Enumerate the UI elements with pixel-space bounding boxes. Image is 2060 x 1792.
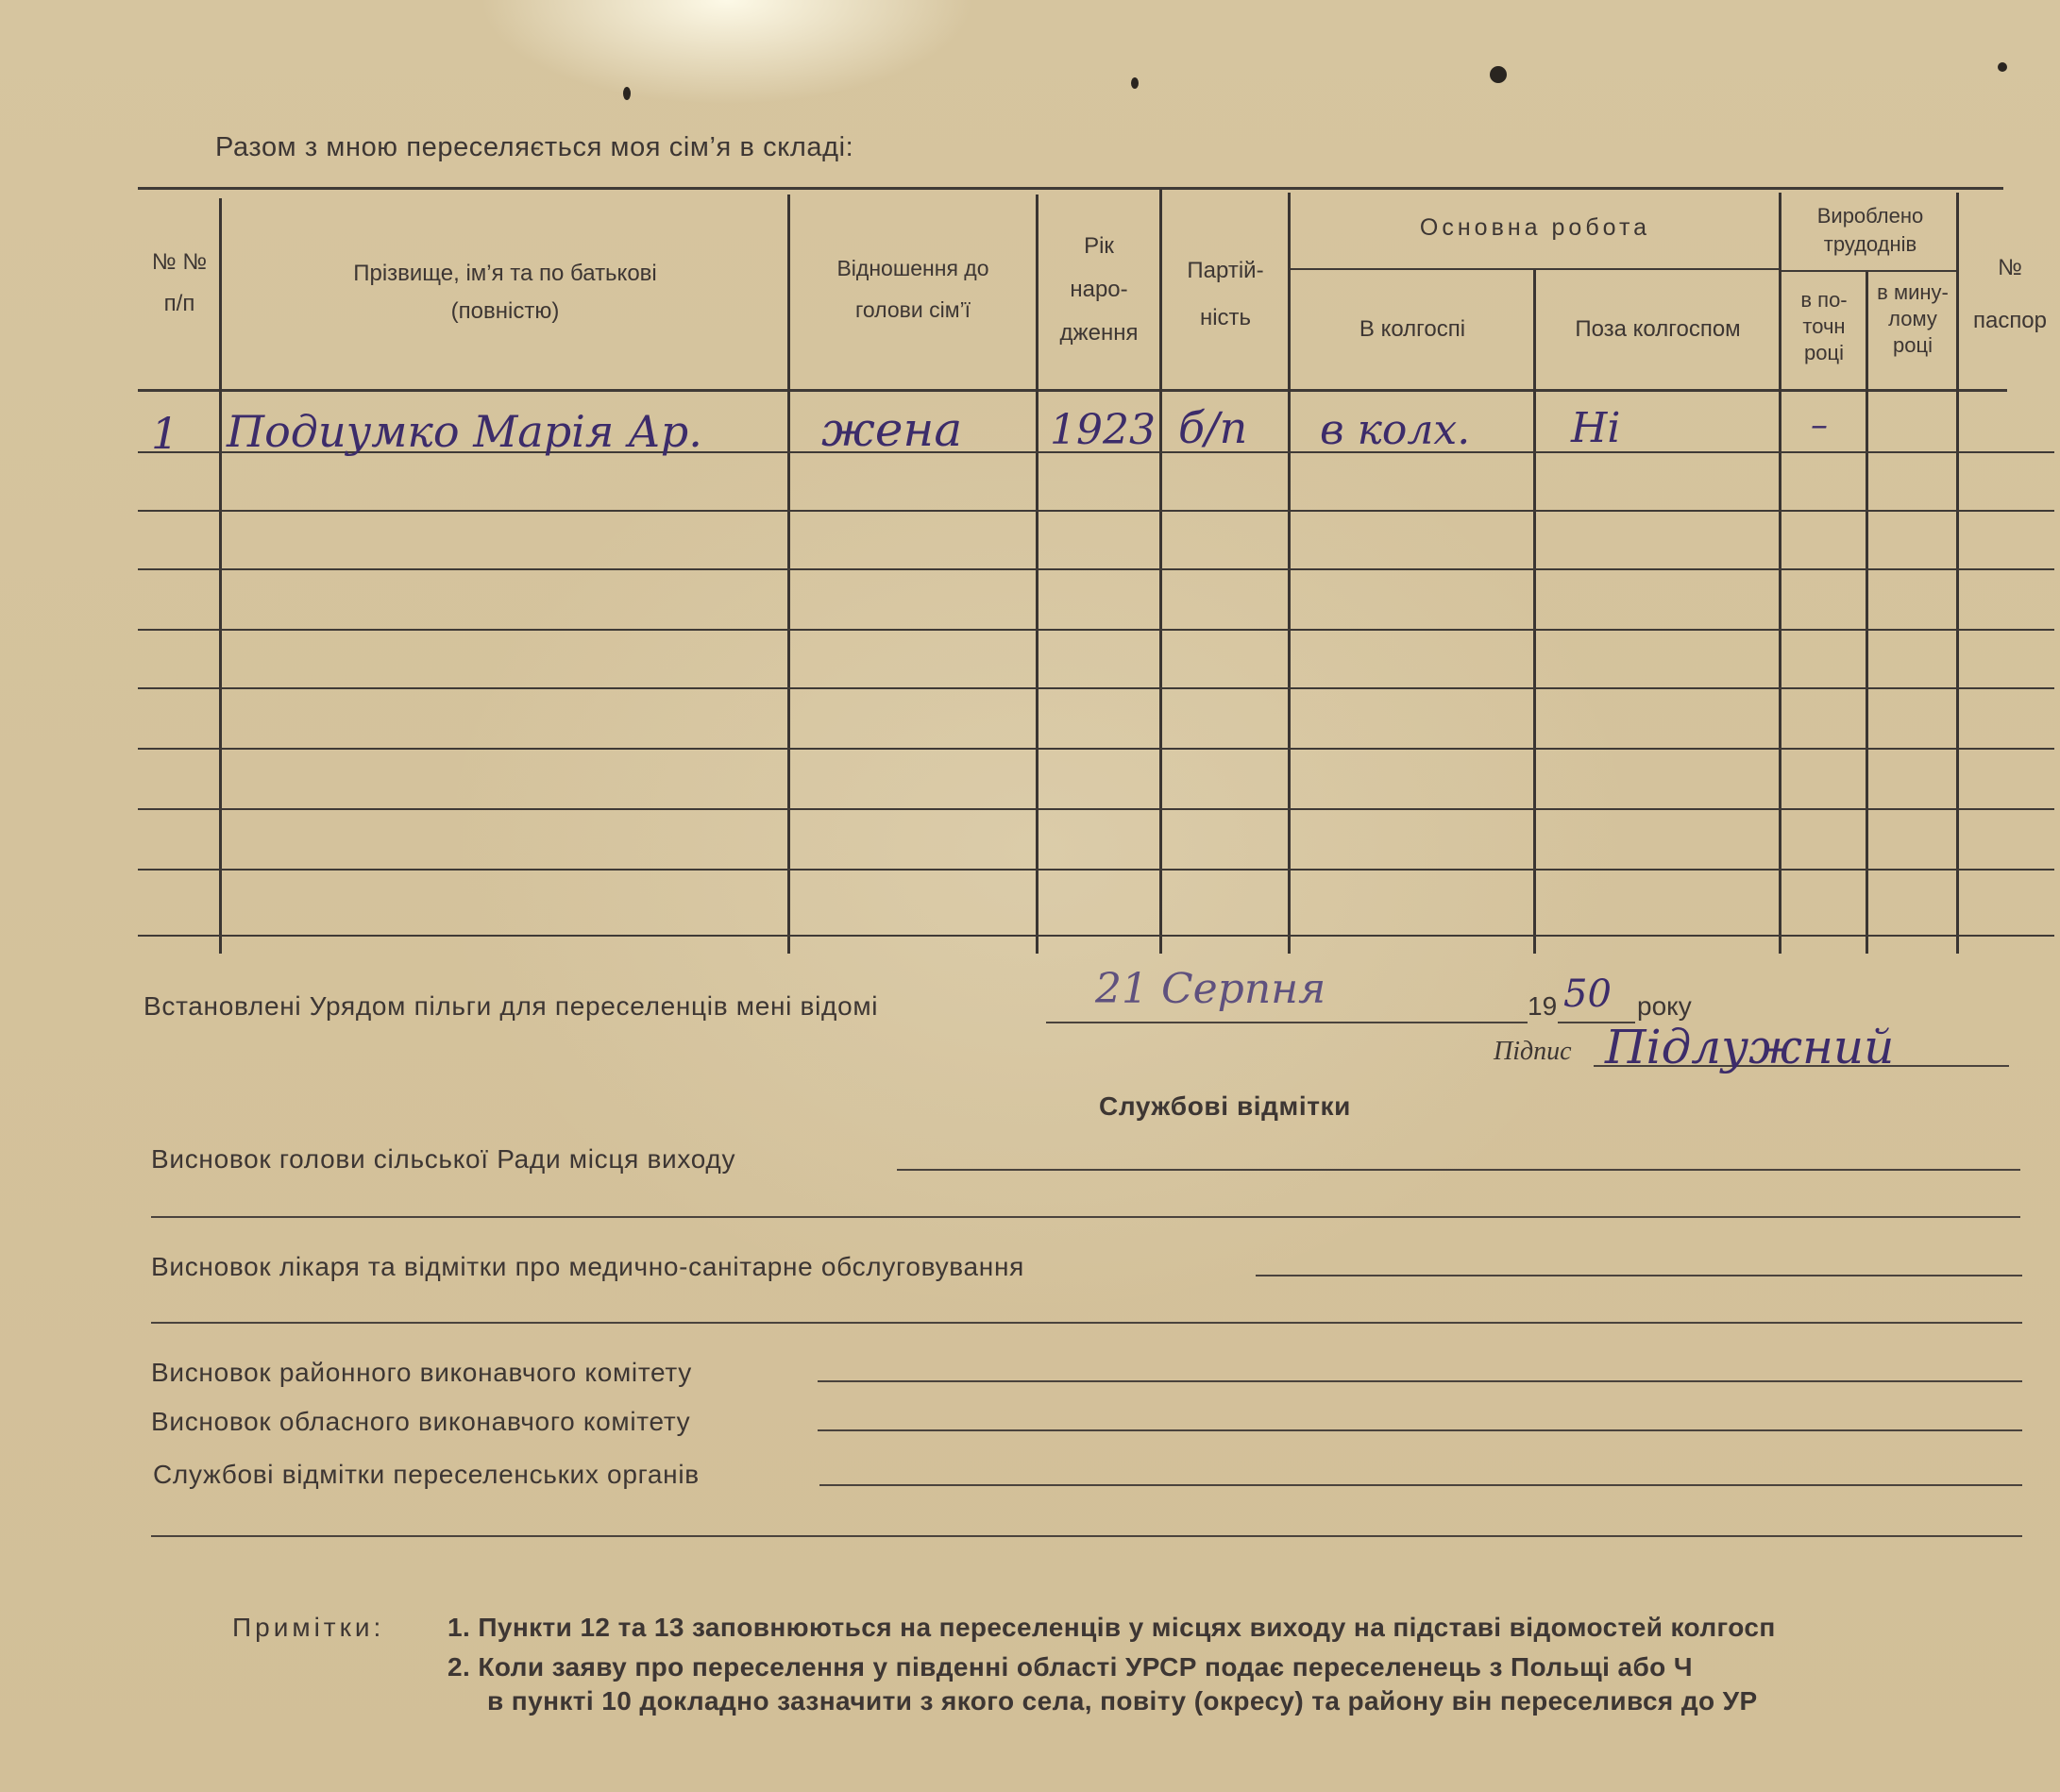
table-header-border xyxy=(138,389,2007,392)
staple-mark xyxy=(1131,77,1139,89)
conclusion-doctor-line xyxy=(1256,1275,2022,1276)
header-last-year xyxy=(1869,279,1956,359)
staple-mark xyxy=(1490,66,1507,83)
conclusion-village-council: Висновок голови сільської Ради місця виходу xyxy=(151,1144,736,1174)
col-divider-7 xyxy=(1779,193,1781,954)
row-line xyxy=(138,510,2054,512)
header-current-year-text: в по-точн році xyxy=(1800,288,1848,364)
benefits-year-handwritten: 50 xyxy=(1563,972,1612,1016)
header-num xyxy=(142,242,217,325)
signature-handwritten: Підлужний xyxy=(1605,1020,1895,1074)
header-outside-kolkhoz-text: Поза колгоспом xyxy=(1575,316,1741,342)
row-party: б/п xyxy=(1178,402,1248,453)
resettlement-marks-line xyxy=(819,1484,2022,1486)
header-birth-year-text: Рік наро-дження xyxy=(1059,233,1139,346)
header-workdays xyxy=(1782,202,1958,259)
col-divider-5 xyxy=(1288,193,1291,954)
row-line xyxy=(138,629,2054,631)
row-relation: жена xyxy=(821,402,963,457)
resettlement-marks-line-2 xyxy=(151,1535,2022,1537)
row-line xyxy=(138,808,2054,810)
header-main-work xyxy=(1292,210,1779,245)
col-divider-3 xyxy=(1036,194,1038,954)
header-in-kolkhoz xyxy=(1292,312,1533,347)
header-party xyxy=(1165,247,1286,342)
header-relation xyxy=(793,247,1033,330)
row-line xyxy=(138,687,2054,689)
row-line xyxy=(138,935,2054,937)
benefits-year-suffix: року xyxy=(1637,991,1692,1021)
header-last-year-text: в мину-лому році xyxy=(1877,280,1949,357)
note-2-continued: в пункті 10 докладно зазначити з якого села, повіту (окресу) та району він переселився до УР xyxy=(487,1686,1758,1716)
resettlement-marks: Службові відмітки переселенських органів xyxy=(153,1460,700,1489)
header-party-text: Партій-ність xyxy=(1187,258,1264,330)
header-workdays-text: Вироблено трудоднів xyxy=(1816,204,1924,256)
conclusion-regional-committee: Висновок обласного виконавчого комітету xyxy=(151,1407,691,1436)
conclusion-district-committee-line xyxy=(818,1380,2022,1382)
benefits-text: Встановлені Урядом пільги для переселенців мені відомі xyxy=(144,991,879,1021)
note-2: 2. Коли заяву про переселення у південні області УРСР подає переселенець з Польщі або Ч xyxy=(447,1652,1693,1682)
family-heading: Разом з мною переселяється моя сім’я в складі: xyxy=(215,132,854,162)
row-line xyxy=(138,869,2054,871)
note-1: 1. Пункти 12 та 13 заповнюються на переселенців у місцях виходу на підставі відомостей колгосп xyxy=(447,1613,1776,1642)
header-main-work-text: Основна робота xyxy=(1419,214,1651,241)
header-outside-kolkhoz xyxy=(1537,312,1779,347)
row-num: 1 xyxy=(151,408,179,459)
benefits-date-line xyxy=(1046,1022,1528,1023)
conclusion-village-council-line xyxy=(897,1169,2020,1171)
col-divider-8 xyxy=(1866,272,1868,954)
header-num-text: № № п/п xyxy=(151,249,208,316)
header-in-kolkhoz-text: В колгоспі xyxy=(1359,316,1466,342)
row-current-year: – xyxy=(1811,406,1828,445)
row-birth-year: 1923 xyxy=(1050,406,1156,454)
header-name xyxy=(227,255,784,330)
conclusion-district-committee: Висновок районного виконавчого комітету xyxy=(151,1358,692,1387)
staple-mark xyxy=(1998,62,2007,72)
row-line xyxy=(138,748,2054,750)
conclusion-regional-committee-line xyxy=(818,1429,2022,1431)
row-line xyxy=(138,568,2054,570)
col-divider-4 xyxy=(1159,189,1162,954)
col-divider-9 xyxy=(1956,193,1959,954)
conclusion-village-council-line-2 xyxy=(151,1216,2020,1218)
benefits-year-prefix: 19 xyxy=(1528,991,1558,1021)
header-name-text: Прізвище, ім’я та по батькові (повністю) xyxy=(353,261,657,324)
staple-mark xyxy=(623,87,631,100)
benefits-date-handwritten: 21 Серпня xyxy=(1095,965,1326,1013)
col-divider-2 xyxy=(787,194,790,954)
service-title: Службові відмітки xyxy=(1099,1091,1351,1121)
workdays-subheader-line xyxy=(1781,270,1958,272)
header-passport-text: № паспор xyxy=(1972,255,2048,333)
row-name: Подиумко Марія Ар. xyxy=(227,406,702,457)
row-in-kolkhoz: в колх. xyxy=(1320,406,1471,454)
notes-label: Примітки: xyxy=(232,1613,385,1642)
header-passport xyxy=(1960,242,2060,347)
conclusion-doctor: Висновок лікаря та відмітки про медично-санітарне обслуговування xyxy=(151,1252,1024,1281)
col-divider-6 xyxy=(1533,270,1536,954)
conclusion-doctor-line-2 xyxy=(151,1322,2022,1324)
header-current-year xyxy=(1782,287,1866,366)
row-outside-kolkhoz: Ні xyxy=(1571,404,1621,452)
signature-label: Підпис xyxy=(1494,1037,1572,1066)
header-birth-year xyxy=(1040,225,1157,355)
header-relation-text: Відношення до голови сім’ї xyxy=(836,256,989,322)
table-top-border xyxy=(138,187,2003,190)
col-divider-1 xyxy=(219,198,222,954)
